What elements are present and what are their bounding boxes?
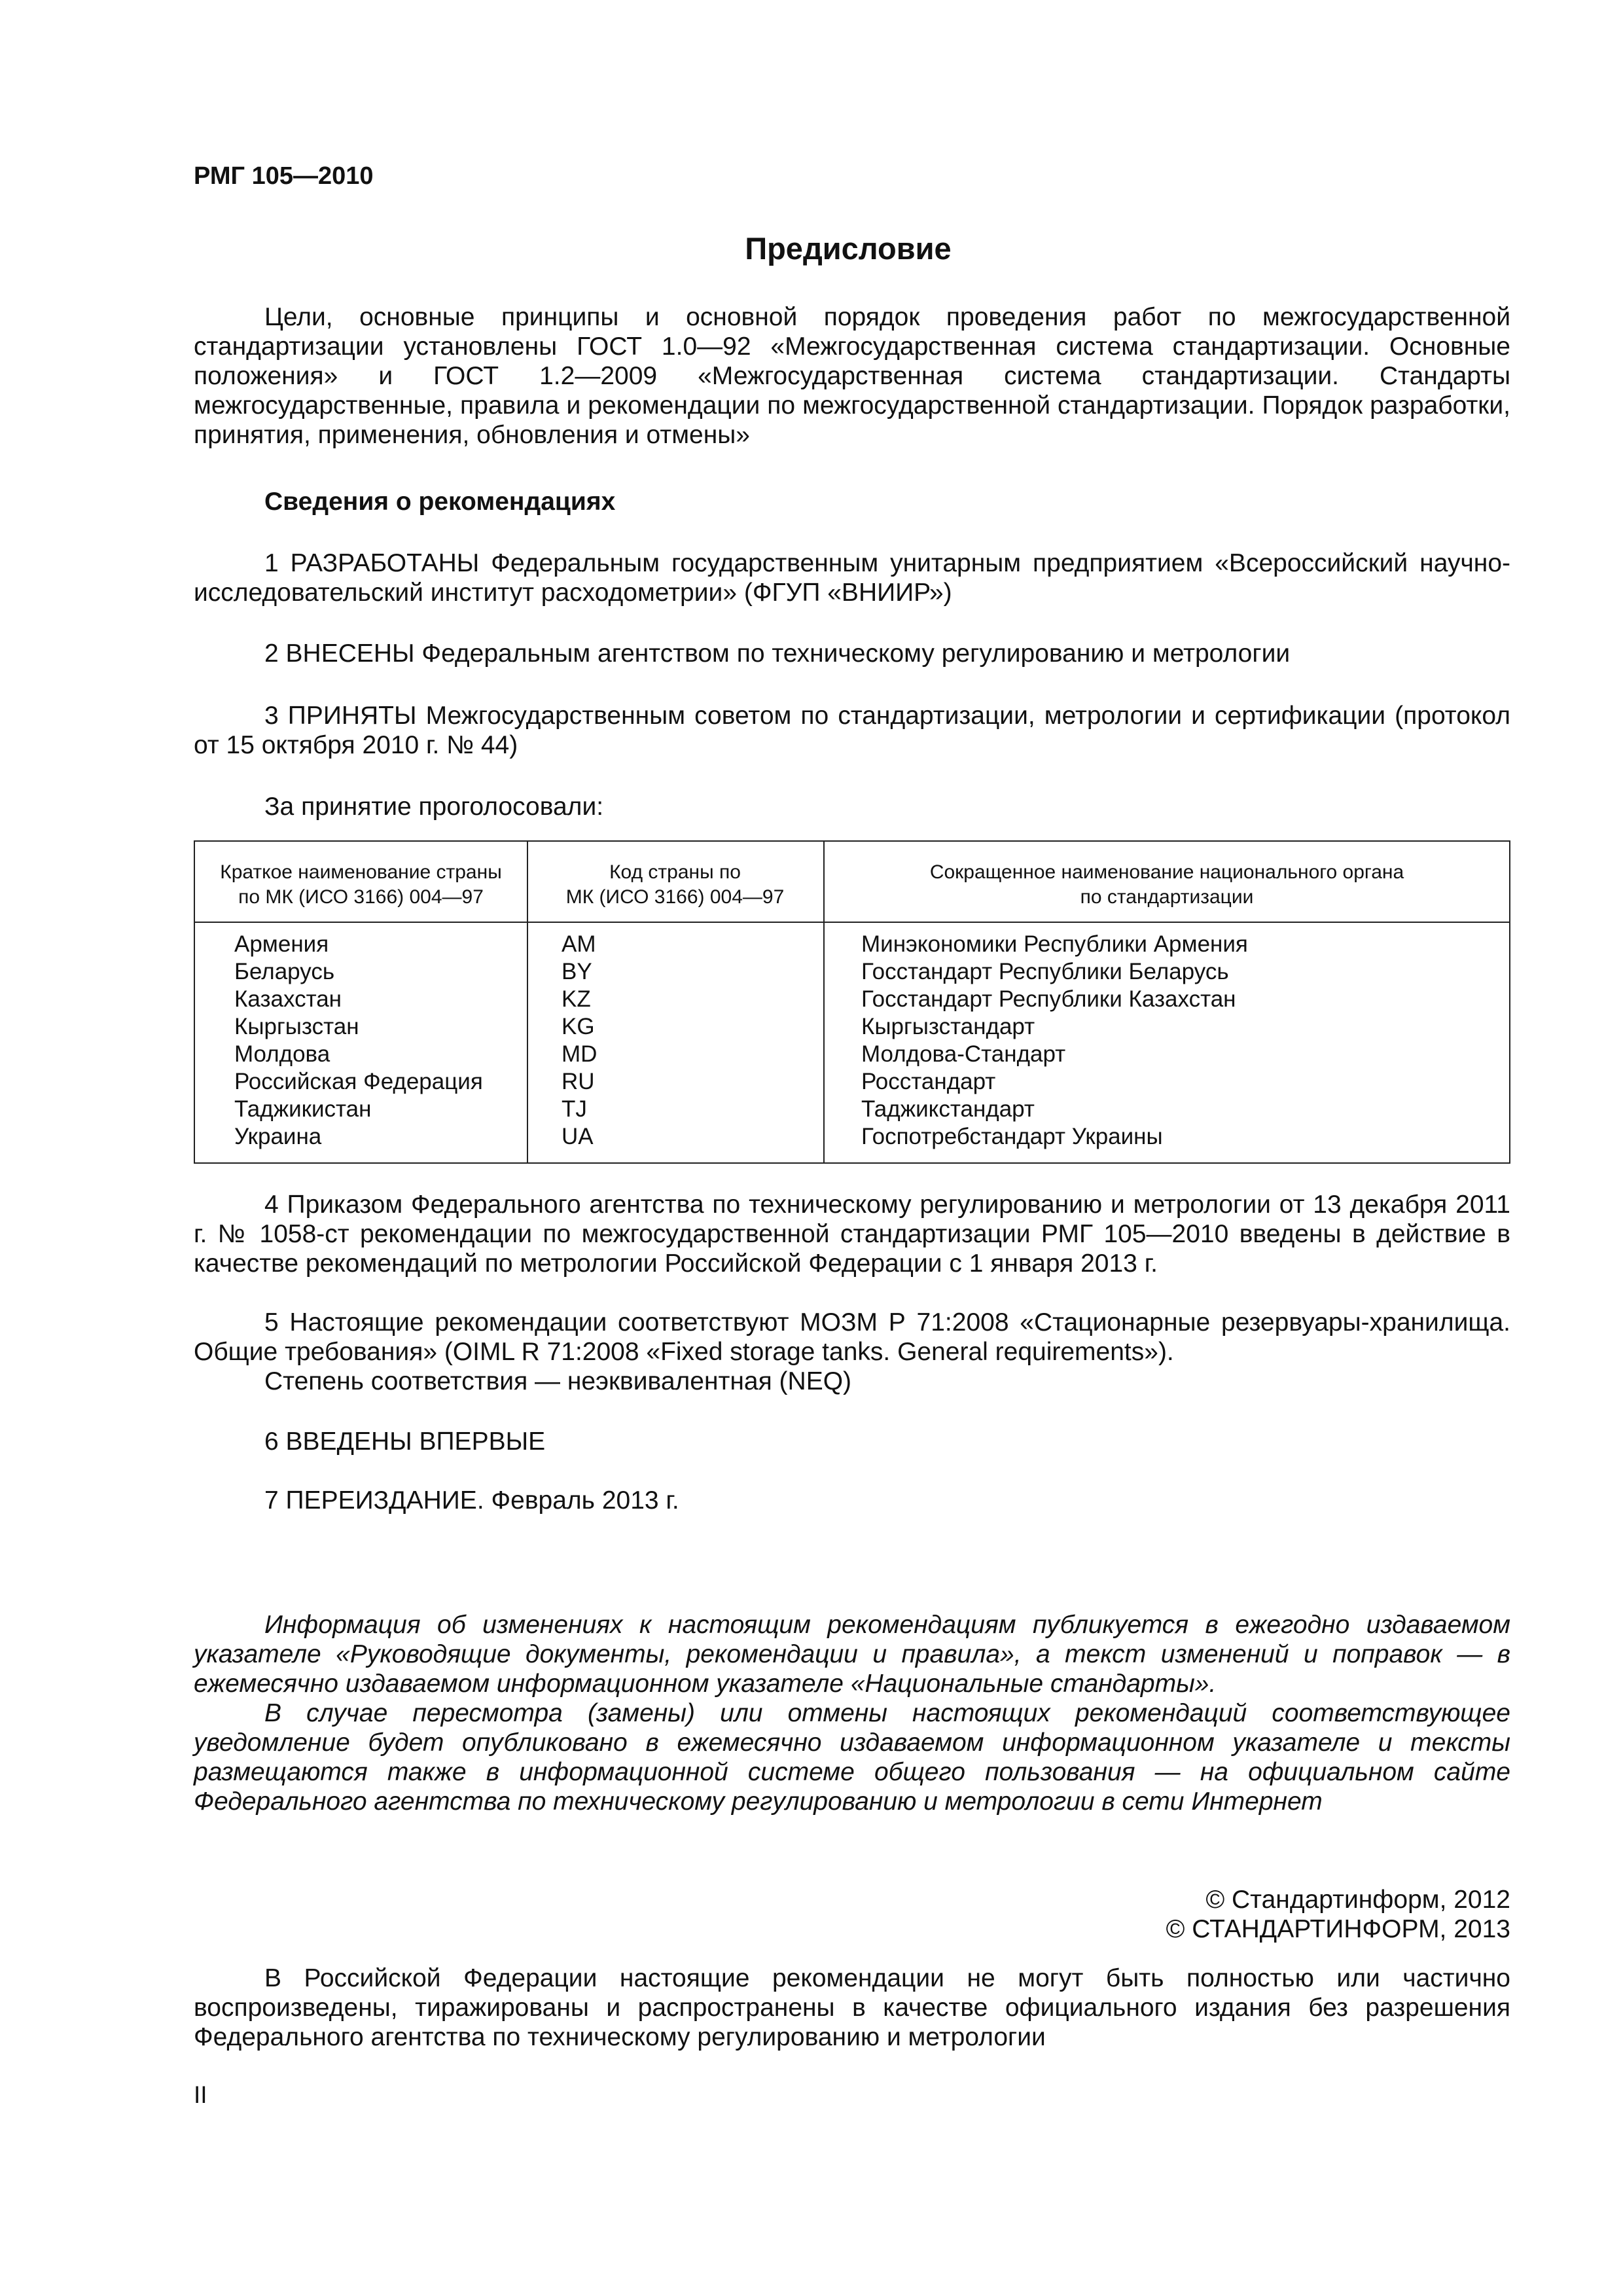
item-1: 1 РАЗРАБОТАНЫ Федеральным государственным унитарным предприятием «Всероссийский научно-исследовательский институт расходометрии» (ФГУП «ВНИИР»)	[194, 549, 1510, 607]
copyright-block	[1166, 1885, 1510, 1944]
table-cell-country: Беларусь	[234, 959, 335, 984]
voting-table	[194, 840, 1510, 1164]
table-cell-code: UA	[562, 1124, 594, 1149]
page-number: II	[194, 2081, 207, 2108]
table-cell-country: Таджикистан	[234, 1096, 372, 1122]
item-3: 3 ПРИНЯТЫ Межгосударственным советом по стандартизации, метрологии и сертификации (протокол от 15 октября 2010 г. № 44)	[194, 702, 1510, 759]
copyright-2012: © Стандартинформ, 2012	[1205, 1886, 1510, 1914]
table-cell-country: Армения	[234, 931, 329, 957]
table-cell-code: AM	[562, 931, 596, 957]
table-cell-code: KZ	[562, 986, 591, 1012]
table-cell-body: Росстандарт	[861, 1069, 996, 1094]
table-cell-country: Украина	[234, 1124, 322, 1149]
table-cell-country: Кыргызстан	[234, 1014, 359, 1039]
table-cell-code: BY	[562, 959, 592, 984]
table-cell-code: RU	[562, 1069, 595, 1094]
header-line: по стандартизации	[1080, 886, 1254, 908]
table-cell-code: TJ	[562, 1096, 587, 1122]
item-7: 7 ПЕРЕИЗДАНИЕ. Февраль 2013 г.	[264, 1486, 679, 1515]
table-cell-country: Молдова	[234, 1041, 330, 1067]
table-cell-body: Кыргызстандарт	[861, 1014, 1035, 1039]
header-line: Сокращенное наименование национального органа	[929, 861, 1404, 883]
item-5-conformity: Степень соответствия — неэквивалентная (NEQ)	[264, 1367, 852, 1395]
section-heading: Сведения о рекомендациях	[264, 488, 616, 516]
voted-label: За принятие проголосовали:	[264, 793, 604, 821]
item-5: 5 Настоящие рекомендации соответствуют МОЗМ Р 71:2008 «Стационарные резервуары-хранилища. Общие требования» (OIML R 71:2008 «Fixed storage tanks. General requirements»).	[194, 1308, 1510, 1366]
table-cell-code: MD	[562, 1041, 597, 1067]
table-cell-country: Российская Федерация	[234, 1069, 483, 1094]
table-header-country	[195, 860, 527, 910]
table-header-code	[527, 860, 823, 910]
table-cell-body: Минэкономики Республики Армения	[861, 931, 1248, 957]
item-2: 2 ВНЕСЕНЫ Федеральным агентством по техническому регулированию и метрологии	[264, 639, 1291, 668]
changes-notice	[194, 1610, 1510, 1816]
table-cell-country: Казахстан	[234, 986, 342, 1012]
copyright-2013: © СТАНДАРТИНФОРМ, 2013	[1166, 1915, 1510, 1943]
table-header-divider	[195, 922, 1509, 923]
document-code: РМГ 105—2010	[194, 162, 374, 190]
table-cell-body: Госпотребстандарт Украины	[861, 1124, 1163, 1149]
header-line: Краткое наименование страны	[220, 861, 502, 883]
header-line: по МК (ИСО 3166) 004—97	[238, 886, 484, 908]
notice-paragraph-2: В случае пересмотра (замены) или отмены настоящих рекомендаций соответствующее уведомление будет опубликовано в ежемесячно издаваемом информационном указателе и тексты размещаются также в информационной системе общего пользования — на официальном сайте Федерального агентства по техническому регулированию и метрологии в сети Интернет	[194, 1699, 1510, 1816]
header-line: МК (ИСО 3166) 004—97	[565, 886, 785, 908]
header-line: Код страны по	[609, 861, 741, 883]
notice-paragraph-1: Информация об изменениях к настоящим рекомендациям публикуется в ежегодно издаваемом указателе «Руководящие документы, рекомендации и правила», а текст изменений и поправок — в ежемесячно издаваемом информационном указателе «Национальные стандарты».	[194, 1611, 1510, 1698]
table-cell-body: Госстандарт Республики Казахстан	[861, 986, 1236, 1012]
table-cell-body: Молдова-Стандарт	[861, 1041, 1066, 1067]
table-cell-body: Госстандарт Республики Беларусь	[861, 959, 1229, 984]
table-header-body	[823, 860, 1510, 910]
table-cell-code: KG	[562, 1014, 595, 1039]
item-4: 4 Приказом Федерального агентства по техническому регулированию и метрологии от 13 декабря 2011 г. № 1058-ст рекомендации по межгосударственной стандартизации РМГ 105—2010 введены в действие в качестве рекомендаций по метрологии Российской Федерации с 1 января 2013 г.	[194, 1191, 1510, 1278]
item-6: 6 ВВЕДЕНЫ ВПЕРВЫЕ	[264, 1427, 546, 1456]
page-title: Предисловие	[745, 231, 952, 266]
intro-paragraph: Цели, основные принципы и основной порядок проведения работ по межгосударственной стандартизации установлены ГОСТ 1.0—92 «Межгосударственная система стандартизации. Основные положения» и ГОСТ 1.2—2009 «Межгосударственная система стандартизации. Стандарты межгосударственные, правила и рекомендации по межгосударственной стандартизации. Порядок разработки, принятия, применения, обновления и отмены»	[194, 303, 1510, 449]
table-cell-body: Таджикстандарт	[861, 1096, 1035, 1122]
reproduction-restriction: В Российской Федерации настоящие рекомендации не могут быть полностью или частично воспроизведены, тиражированы и распространены в качестве официального издания без разрешения Федерального агентства по техническому регулированию и метрологии	[194, 1964, 1510, 2051]
